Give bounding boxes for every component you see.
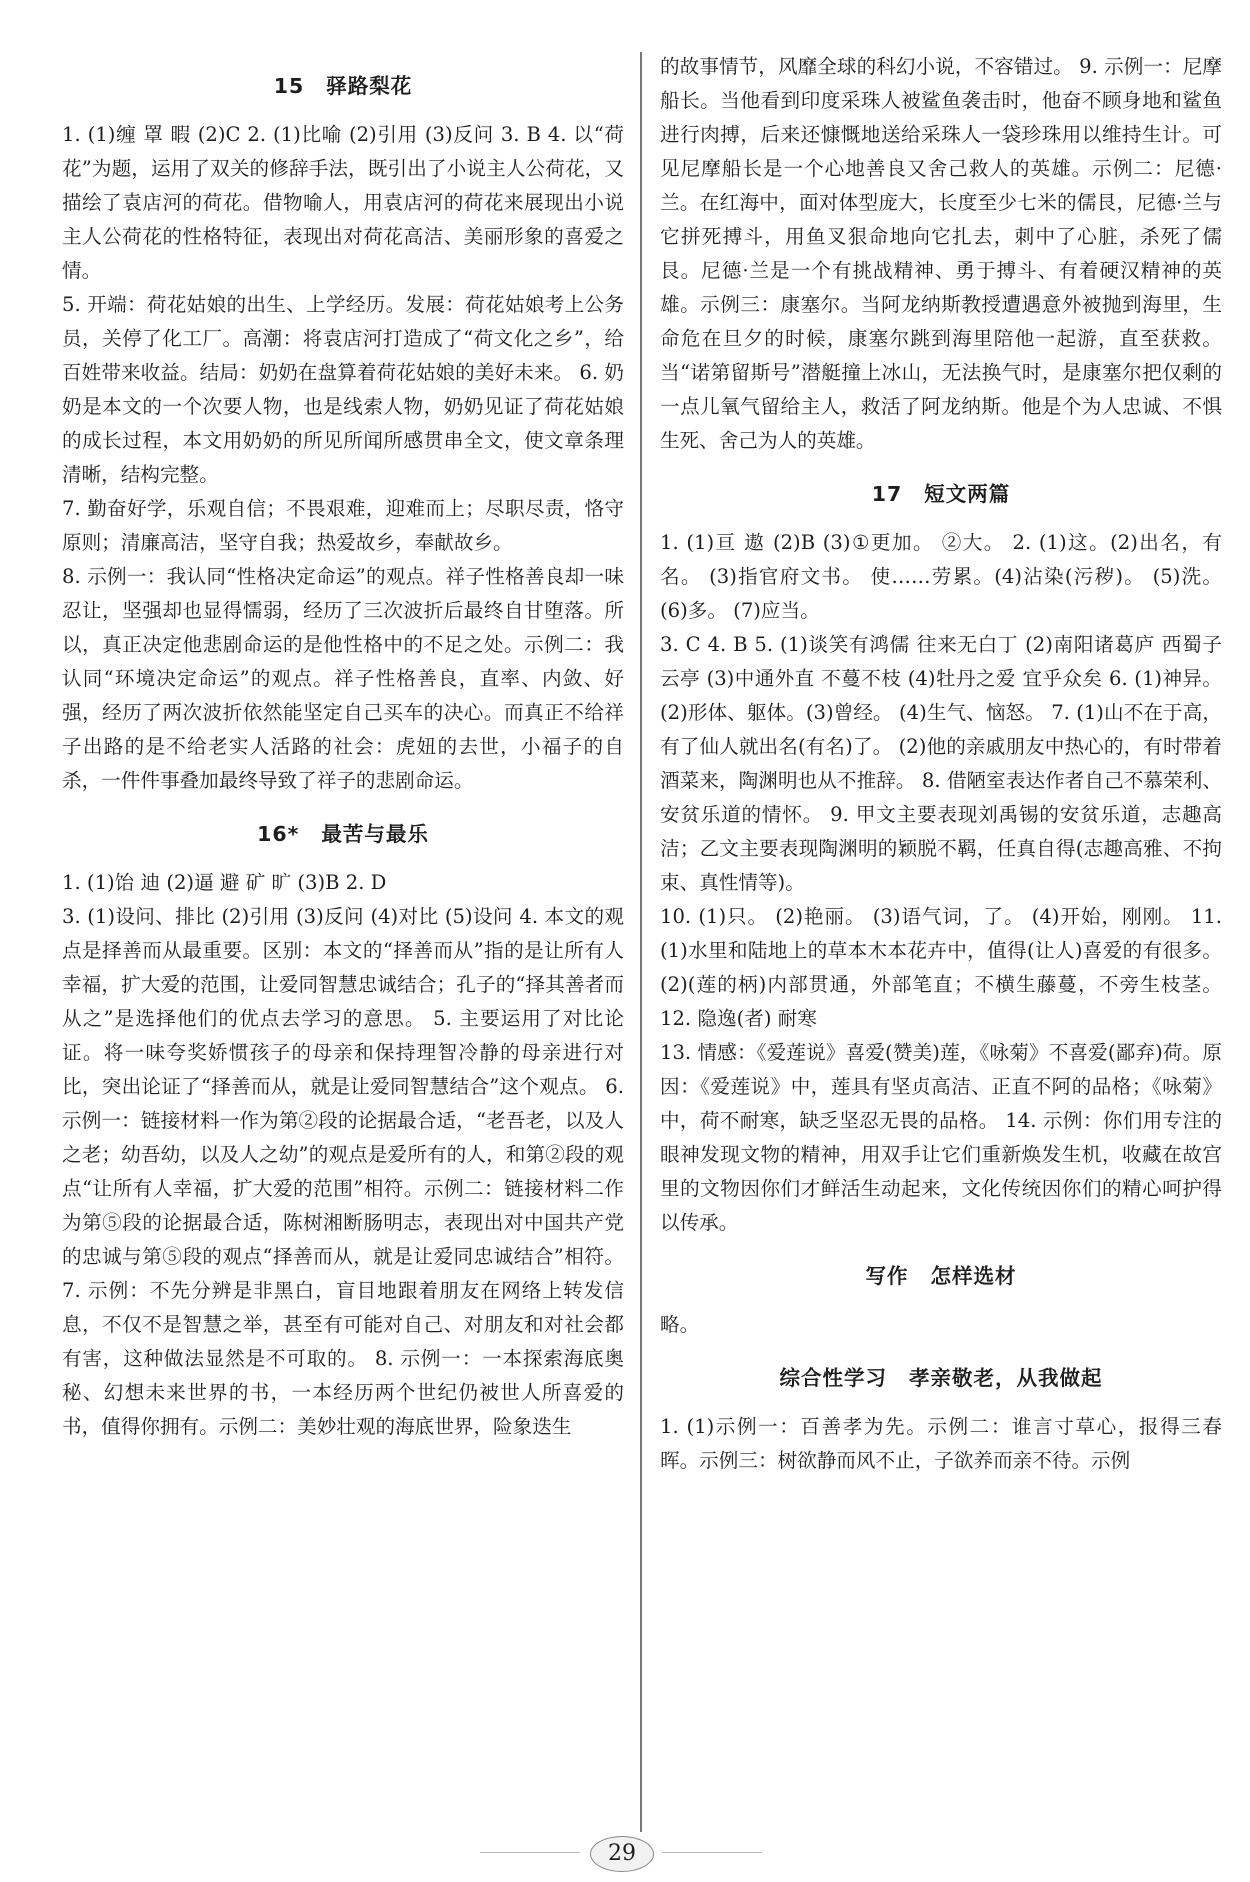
section-text: 的故事情节，风靡全球的科幻小说，不容错过。 9. 示例一：尼摩船长。当他看到印度采珠人被鲨鱼袭击时，他奋不顾身地和鲨鱼进行肉搏，后来还慷慨地送给采珠人一袋珍珠用以维持生计。可见尼摩船长是一个心地善良又舍己救人的英雄。示例二：尼德·兰。在红海中，面对体型庞大，长度至少七米的儒艮，尼德·兰与它拼死搏斗，用鱼叉狠命地向它扎去，刺中了心脏，杀死了儒艮。尼德·兰是一个有挑战精神、勇于搏斗、有着硬汉精神的英雄。示例三：康塞尔。当阿龙纳斯教授遭遇意外被抛到海里，生命危在旦夕的时候，康塞尔跳到海里陪他一起游，直至获救。当“诺第留斯号”潜艇撞上冰山，无法换气时，是康塞尔把仅剩的一点儿氧气留给主人，救活了阿龙纳斯。他是个为人忠诚、不惧生死、舍己为人的英雄。	[660, 55, 1222, 452]
section-title: 怎样选材	[930, 1264, 1017, 1288]
section-heading	[62, 812, 624, 856]
answer-section	[660, 1254, 1222, 1342]
section-text: 1. (1)亘 遨 (2)B (3)①更加。 ②大。 2. (1)这。(2)出名，有名。 (3)指官府文书。 使……劳累。(4)沾染(污秽)。 (5)洗。 (6)多。 (7)应当。 3. C 4. B 5. (1)谈笑有鸿儒 往来无白丁 (2)南阳诸葛庐 西蜀子云亭 (3)中通外直 不蔓不枝 (4)牡丹之爱 宜乎众矣 6. (1)神异。 (2)形体、躯体。(3)曾经。 (4)生气、恼怒。 7. (1)山不在于高，有了仙人就出名(有名)了。 (2)他的亲戚朋友中热心的，有时带着酒菜来，陶渊明也从不推辞。 8. 借陋室表达作者自己不慕荣利、安贫乐道的情怀。 9. 甲文主要表现刘禹锡的安贫乐道，志趣高洁；乙文主要表现陶渊明的颖脱不羁，任真自得(志趣高雅、不拘束、真性情等)。 10. (1)只。 (2)艳丽。 (3)语气词，了。 (4)开始，刚刚。 11. (1)水里和陆地上的草本木本花卉中，值得(让人)喜爱的有很多。 (2)(莲的柄)内部贯通，外部笔直；不横生藤蔓，不旁生枝茎。 12. 隐逸(者) 耐寒 13. 情感：《爱莲说》喜爱(赞美)莲，《咏菊》不喜爱(鄙弃)荷。原因：《爱莲说》中，莲具有坚贞高洁、正直不阿的品格；《咏菊》中，荷不耐寒，缺乏坚忍无畏的品格。 14. 示例：你们用专注的眼神发现文物的精神，用双手让它们重新焕发生机，收藏在故宫里的文物因你们才鲜活生动起来，文化传统因你们的精心呵护得以传承。	[660, 531, 1222, 1234]
answer-section	[62, 812, 624, 1444]
section-heading	[660, 472, 1222, 516]
section-title: 孝亲敬老，从我做起	[909, 1366, 1103, 1390]
section-heading	[62, 64, 624, 108]
section-text: 1. (1)饴 迪 (2)逼 避 矿 旷 (3)B 2. D 3. (1)设问、排比 (2)引用 (3)反问 (4)对比 (5)设问 4. 本文的观点是择善而从最重要。区别：本文的“择善而从”指的是让所有人幸福，扩大爱的范围，让爱同智慧忠诚结合；孔子的“择其善者而从之”是选择他们的优点去学习的意思。 5. 主要运用了对比论证。将一味夸奖娇惯孩子的母亲和保持理智冷静的母亲进行对比，突出论证了“择善而从，就是让爱同智慧结合”这个观点。 6. 示例一：链接材料一作为第②段的论据最合适，“老吾老，以及人之老；幼吾幼，以及人之幼”的观点是爱所有的人，和第②段的观点“让所有人幸福，扩大爱的范围”相符。示例二：链接材料二作为第⑤段的论据最合适，陈树湘断肠明志，表现出对中国共产党的忠诚与第⑤段的观点“择善而从，就是让爱同忠诚结合”相符。 7. 示例：不先分辨是非黑白，盲目地跟着朋友在网络上转发信息，不仅不是智慧之举，甚至有可能对自己、对朋友和对社会都有害，这种做法显然是不可取的。 8. 示例一：一本探索海底奥秘、幻想未来世界的书，一本经历两个世纪仍被世人所喜爱的书，值得你拥有。示例二：美妙壮观的海底世界，险象迭生	[62, 871, 624, 1438]
section-number: 写作	[865, 1264, 909, 1288]
column-divider	[640, 52, 642, 1832]
page-number: 29	[590, 1836, 654, 1872]
answer-section	[660, 1356, 1222, 1478]
left-column	[62, 50, 624, 1450]
section-title: 驿路梨花	[326, 74, 413, 98]
section-number: 17	[871, 482, 903, 506]
footer-rule-left	[480, 1852, 580, 1853]
answer-section	[62, 64, 624, 798]
section-number: 15	[273, 74, 305, 98]
section-heading	[660, 1254, 1222, 1298]
section-title: 最苦与最乐	[321, 822, 429, 846]
section-title: 短文两篇	[924, 482, 1011, 506]
section-text: 1. (1)示例一：百善孝为先。示例二：谁言寸草心，报得三春晖。示例三：树欲静而风不止，子欲养而亲不待。示例	[660, 1415, 1222, 1472]
section-text: 1. (1)缠 罩 暇 (2)C 2. (1)比喻 (2)引用 (3)反问 3. B 4. 以“荷花”为题，运用了双关的修辞手法，既引出了小说主人公荷花，又描绘了袁店河的荷花。借物喻人，用袁店河的荷花来展现出小说主人公荷花的性格特征，表现出对荷花高洁、美丽形象的喜爱之情。 5. 开端：荷花姑娘的出生、上学经历。发展：荷花姑娘考上公务员，关停了化工厂。高潮：将袁店河打造成了“荷文化之乡”，给百姓带来收益。结局：奶奶在盘算着荷花姑娘的美好未来。 6. 奶奶是本文的一个次要人物，也是线索人物，奶奶见证了荷花姑娘的成长过程，本文用奶奶的所见所闻所感贯串全文，使文章条理清晰，结构完整。 7. 勤奋好学，乐观自信；不畏艰难，迎难而上；尽职尽责，恪守原则；清廉高洁，坚守自我；热爱故乡，奉献故乡。 8. 示例一：我认同“性格决定命运”的观点。祥子性格善良却一味忍让，坚强却也显得懦弱，经历了三次波折后最终自甘堕落。所以，真正决定他悲剧命运的是他性格中的不足之处。示例二：我认同“环境决定命运”的观点。祥子性格善良，直率、内敛、好强，经历了两次波折依然能坚定自己买车的决心。而真正不给祥子出路的是不给老实人活路的社会：虎妞的去世，小福子的自杀，一件件事叠加最终导致了祥子的悲剧命运。	[62, 123, 624, 792]
answer-section	[660, 472, 1222, 1240]
right-column	[660, 50, 1222, 1484]
section-text: 略。	[660, 1313, 700, 1336]
section-number: 综合性学习	[779, 1366, 887, 1390]
answer-section	[660, 50, 1222, 458]
section-number: 16*	[257, 822, 300, 846]
section-heading	[660, 1356, 1222, 1400]
footer-rule-right	[662, 1852, 762, 1853]
